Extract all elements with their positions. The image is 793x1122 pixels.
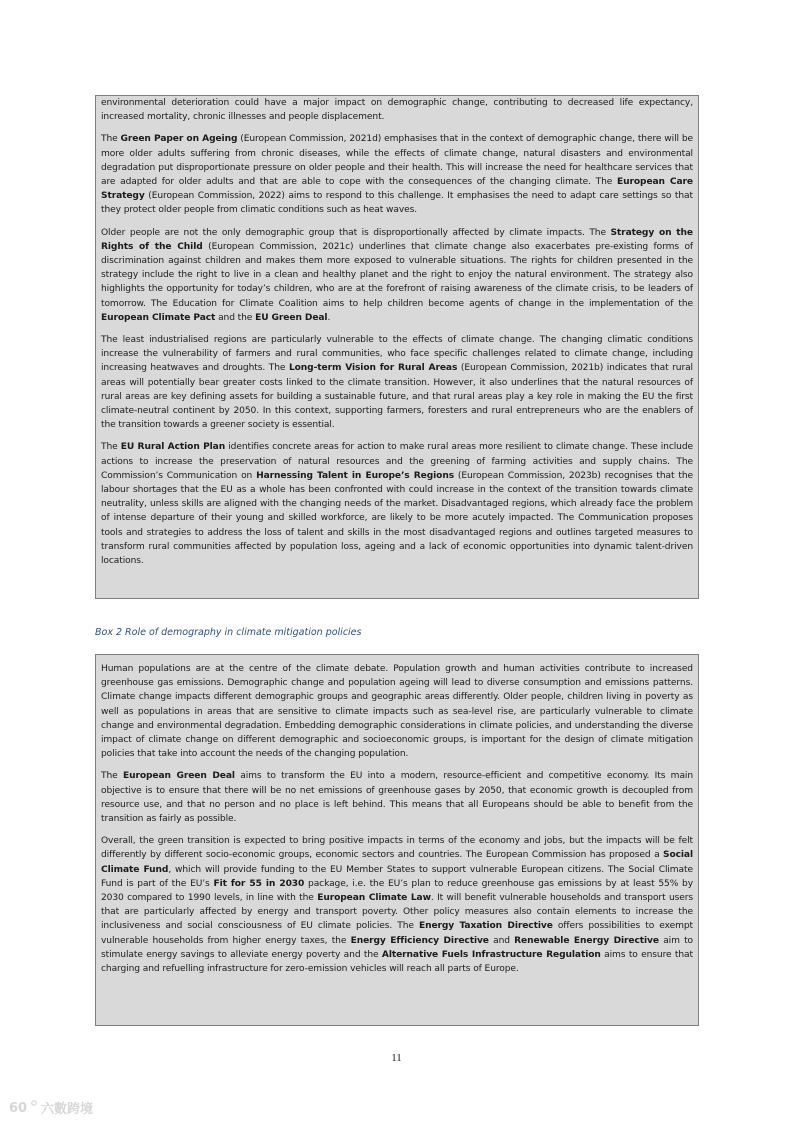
- bold-term: European Climate Law: [317, 893, 431, 904]
- paragraph: The Green Paper on Ageing (European Commission, 2021d) emphasises that in the context of demographic change, there will be more older adults suffering from chronic diseases, while the effects of climate change, natural disasters and environmental degradation put disproportionate pressure on older people and their health. This will increase the need for healthcare services that are adapted for older adults and that are able to cope with the consequences of the changing climate. The European Care Strategy (European Commission, 2022) aims to respond to this challenge. It emphasises the need to adapt care settings so that they protect older people from climatic conditions such as heat waves.: [101, 134, 694, 216]
- watermark: [8, 1097, 106, 1117]
- watermark-text: 六數跨境: [41, 1101, 94, 1117]
- bold-term: Energy Efficiency Directive: [350, 935, 489, 946]
- bold-term: European Green Deal: [122, 771, 235, 782]
- bold-term: EU Green Deal: [255, 312, 328, 323]
- paragraph: Overall, the green transition is expected to bring positive impacts in terms of the economy and jobs, but the impacts will be felt differently by different socio-economic groups, economic sectors and countries. The European Commission has proposed a Social Climate Fund, which will provide funding to the EU Member States to support vulnerable European citizens. The Social Climate Fund is part of the EU’s Fit for 55 in 2030 package, i.e. the EU’s plan to reduce greenhouse gas emissions by at least 55% by 2030 compared to 1990 levels, in line with the European Climate Law. It will benefit vulnerable households and transport users that are particularly affected by energy and transport poverty. Other policy measures also contain elements to increase the inclusiveness and social consciousness of EU climate policies. The Energy Taxation Directive offers possibilities to exempt vulnerable households from higher energy taxes, the Energy Efficiency Directive and Renewable Energy Directive aim to stimulate energy savings to alleviate energy poverty and the Alternative Fuels Infrastructure Regulation aims to ensure that charging and refuelling infrastructure for zero-emission vehicles will reach all parts of Europe.: [101, 836, 694, 975]
- svg-text:60: 60: [9, 1101, 28, 1116]
- bold-term: European Care Strategy: [101, 177, 693, 202]
- paragraph: The European Green Deal aims to transform the EU into a modern, resource-efficient and competitive economy. Its main objective is to ensure that there will be no net emissions of greenhouse gases by 2050, that economic growth is decoupled from resource use, and that no person and no place is left behind. This means that all Europeans should be able to benefit from the transition as fairly as possible.: [101, 771, 694, 825]
- bold-term: Renewable Energy Directive: [514, 935, 659, 946]
- bold-term: European Climate Pact: [101, 312, 216, 323]
- logo-icon: [8, 1098, 38, 1116]
- bold-term: Long-term Vision for Rural Areas: [288, 363, 458, 374]
- paragraph: Older people are not the only demographic group that is disproportionally affected by climate impacts. The Strategy on the Rights of the Child (European Commission, 2021c) underlines that climate change also exacerbates pre-existing forms of discrimination against children and makes them more exposed to vulnerable situations. The rights for children presented in the strategy include the right to live in a clean and healthy planet and the right to enjoy the natural environment. The strategy also highlights the opportunity for today’s children, who are at the forefront of raising awareness of the climate crisis, to be leaders of tomorrow. The Education for Climate Coalition aims to help children become agents of change in the implementation of the European Climate Pact and the EU Green Deal.: [101, 227, 694, 323]
- bold-term: Green Paper on Ageing: [120, 134, 238, 145]
- text-box-2: [95, 654, 699, 1026]
- bold-term: Alternative Fuels Infrastructure Regulation: [381, 949, 601, 960]
- bold-term: Strategy on the Rights of the Child: [101, 227, 693, 252]
- bold-term: Energy Taxation Directive: [418, 921, 553, 932]
- paragraph: environmental deterioration could have a major impact on demographic change, contributing to decreased life expectancy, increased mortality, chronic illnesses and people displacement.: [101, 98, 693, 123]
- page-number: 11: [391, 1052, 402, 1064]
- paragraph: Human populations are at the centre of the climate debate. Population growth and human activities contribute to increased greenhouse gas emissions. Demographic change and population ageing will lead to diverse consumption and emissions patterns. Climate change impacts different demographic groups and geographic areas differently. Older people, children living in poverty as well as populations in areas that are sensitive to climate impacts such as sea-level rise, are particularly vulnerable to climate change and environmental degradation. Embedding demographic considerations in climate policies, and understanding the diverse impact of climate change on different demographic and socioeconomic groups, is important for the design of climate mitigation policies that take into account the needs of the changing population.: [101, 664, 693, 760]
- paragraph: The EU Rural Action Plan identifies concrete areas for action to make rural areas more resilient to climate change. These include actions to increase the preservation of natural resources and the greening of farming activities and supply chains. The Commission’s Communication on Harnessing Talent in Europe’s Regions (European Commission, 2023b) recognises that the labour shortages that the EU as a whole has been confronted with could increase in the context of the transition towards climate neutrality, unless skills are aligned with the changing needs of the market. Disadvantaged regions, which already face the problem of intense departure of their young and skilled workforce, are likely to be more acutely impacted. The Communication proposes tools and strategies to address the loss of talent and skills in the most disadvantaged regions and outlines targeted measures to transform rural communities affected by population loss, ageing and a lack of economic opportunities into dynamic talent-driven locations.: [101, 442, 693, 567]
- paragraph: The least industrialised regions are particularly vulnerable to the effects of climate change. The changing climatic conditions increase the vulnerability of farmers and rural communities, who face specific challenges related to climate change, including increasing heatwaves and droughts. The Long-term Vision for Rural Areas (European Commission, 2021b) indicates that rural areas will potentially bear greater costs linked to the climate transition. However, it also underlines that the natural resources of rural areas are key defining assets for building a sustainable future, and that rural areas play a key role in making the EU the first climate-neutral continent by 2050. In this context, supporting farmers, foresters and rural entrepreneurs who are the enablers of the transition towards a greener society is essential.: [101, 335, 693, 431]
- bold-term: EU Rural Action Plan: [120, 442, 226, 453]
- box-caption: Box 2 Role of demography in climate mitigation policies: [95, 627, 362, 638]
- text-box-1: [95, 95, 699, 599]
- bold-term: Harnessing Talent in Europe’s Regions: [256, 470, 455, 481]
- bold-term: Social Climate Fund: [101, 850, 693, 875]
- bold-term: Fit for 55 in 2030: [213, 878, 305, 889]
